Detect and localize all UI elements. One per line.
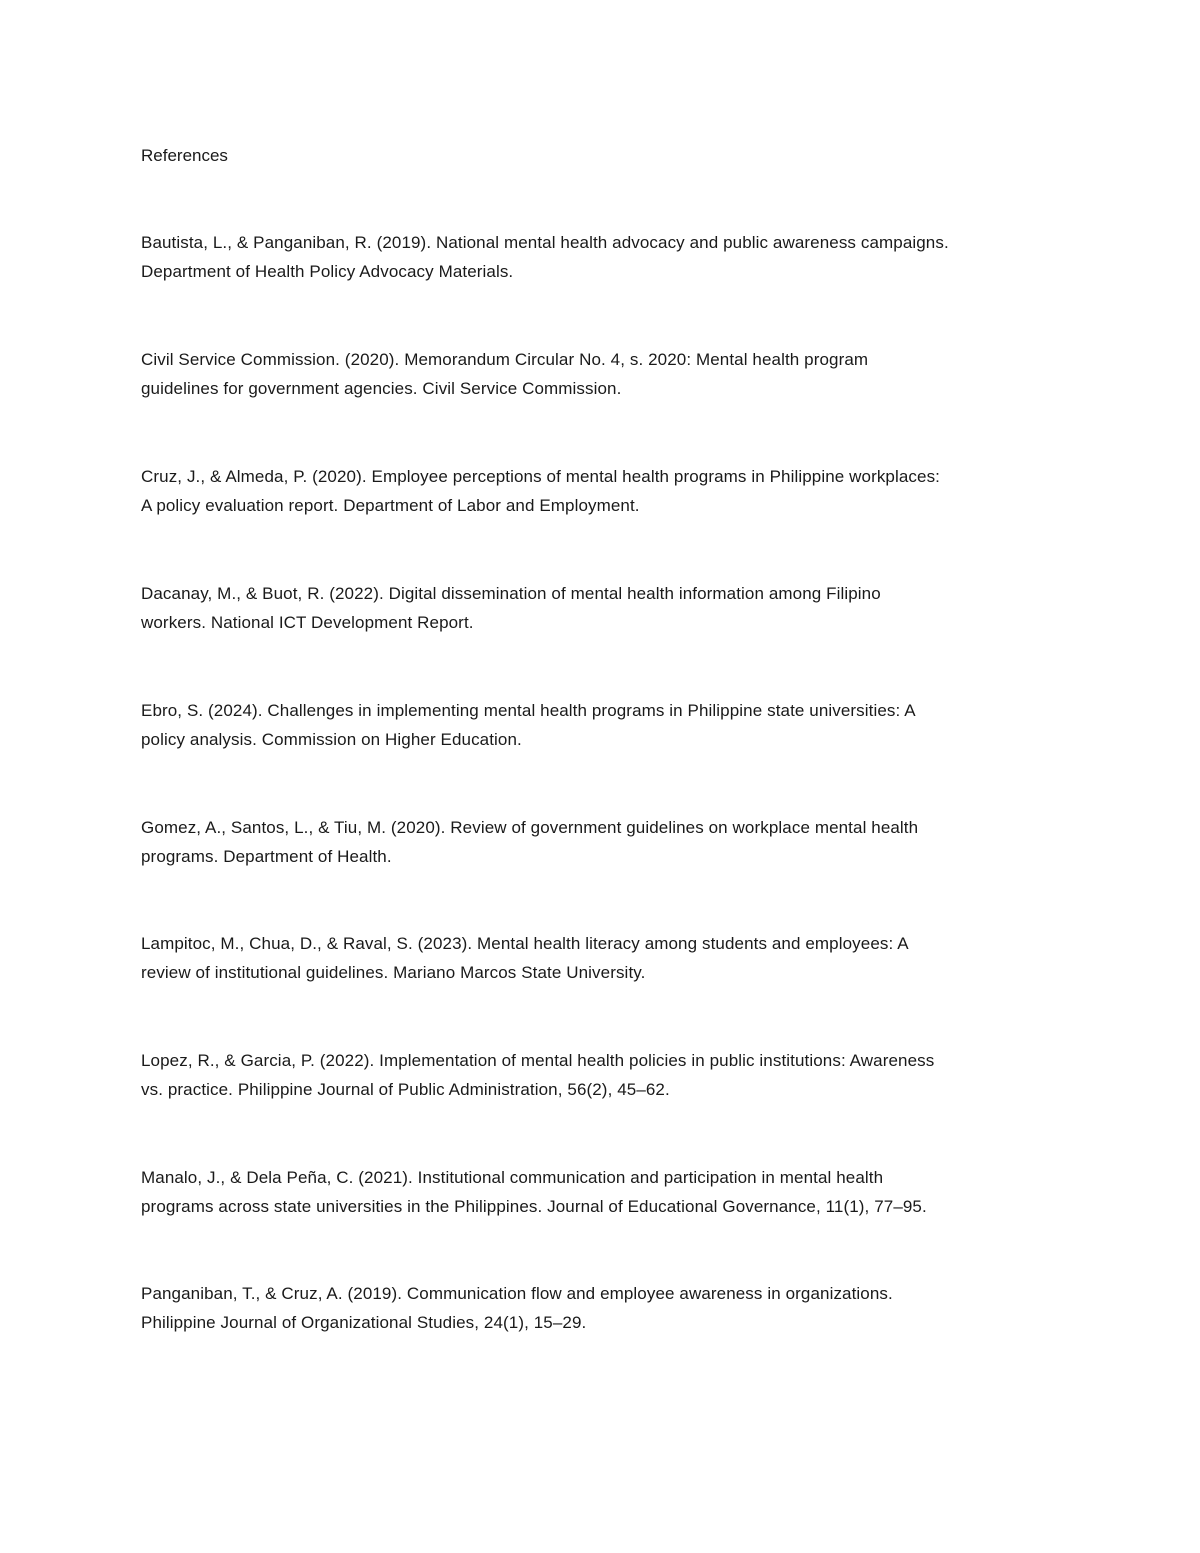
reference-line: Civil Service Commission. (2020). Memorandum Circular No. 4, s. 2020: Mental health program xyxy=(141,350,869,369)
reference-line: Cruz, J., & Almeda, P. (2020). Employee perceptions of mental health programs in Philippine workplaces: xyxy=(141,467,940,486)
reference-line: Bautista, L., & Panganiban, R. (2019). National mental health advocacy and public awareness campaigns. xyxy=(141,233,949,252)
reference-entry xyxy=(141,1163,1071,1221)
reference-entry xyxy=(141,462,1071,520)
reference-line: vs. practice. Philippine Journal of Public Administration, 56(2), 45–62. xyxy=(141,1080,670,1099)
reference-line: Lopez, R., & Garcia, P. (2022). Implementation of mental health policies in public institutions: Awareness xyxy=(141,1051,935,1070)
reference-line: Lampitoc, M., Chua, D., & Raval, S. (2023). Mental health literacy among students and employees: A xyxy=(141,934,909,953)
reference-entry xyxy=(141,579,1071,637)
reference-line: workers. National ICT Development Report. xyxy=(141,613,474,632)
reference-line: policy analysis. Commission on Higher Education. xyxy=(141,730,522,749)
reference-line: review of institutional guidelines. Mariano Marcos State University. xyxy=(141,963,646,982)
reference-entry xyxy=(141,929,1071,987)
reference-line: programs across state universities in the Philippines. Journal of Educational Governance, 11(1), 77–95. xyxy=(141,1197,927,1216)
reference-entry xyxy=(141,696,1071,754)
reference-entry xyxy=(141,1279,1071,1337)
reference-line: Department of Health Policy Advocacy Materials. xyxy=(141,262,514,281)
reference-line: Philippine Journal of Organizational Studies, 24(1), 15–29. xyxy=(141,1313,587,1332)
reference-line: Panganiban, T., & Cruz, A. (2019). Communication flow and employee awareness in organizations. xyxy=(141,1284,893,1303)
reference-line: Dacanay, M., & Buot, R. (2022). Digital dissemination of mental health information among Filipino xyxy=(141,584,881,603)
reference-line: A policy evaluation report. Department of Labor and Employment. xyxy=(141,496,640,515)
reference-line: Manalo, J., & Dela Peña, C. (2021). Institutional communication and participation in mental health xyxy=(141,1168,884,1187)
reference-entry xyxy=(141,1046,1071,1104)
reference-entry xyxy=(141,228,1071,286)
page-title: References xyxy=(141,146,228,165)
reference-line: programs. Department of Health. xyxy=(141,847,392,866)
reference-entry xyxy=(141,813,1071,871)
reference-line: Ebro, S. (2024). Challenges in implementing mental health programs in Philippine state universities: A xyxy=(141,701,916,720)
reference-line: Gomez, A., Santos, L., & Tiu, M. (2020). Review of government guidelines on workplace mental health xyxy=(141,818,919,837)
reference-entry xyxy=(141,345,1071,403)
reference-line: guidelines for government agencies. Civil Service Commission. xyxy=(141,379,622,398)
